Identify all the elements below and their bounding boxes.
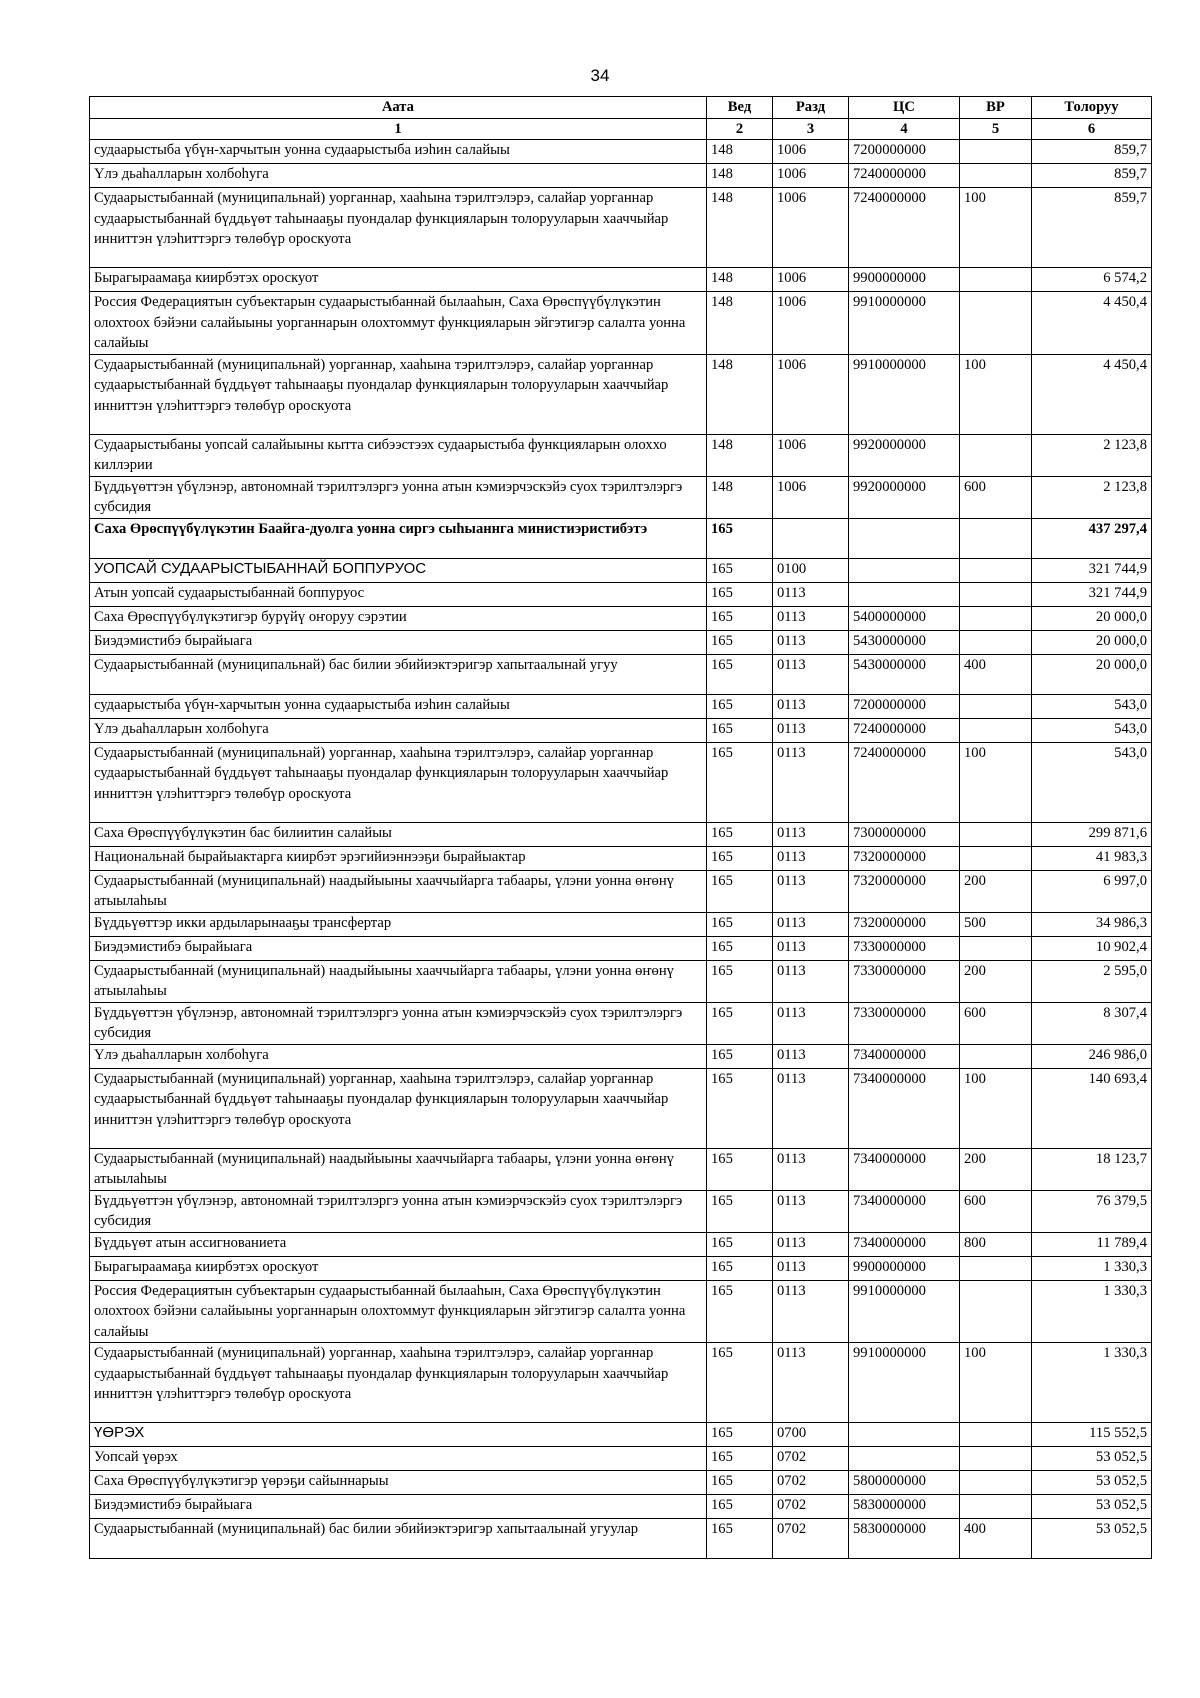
row-cs-cell: 9920000000: [849, 434, 960, 476]
row-name-cell: Судаарыстыбаннай (муниципальнай) уорганнар, хааһына тэрилтэлэрэ, салайар уорганнар судаарыстыбаннай бүддьүөт таһынааҕы пуондалар функцияларын толорууларын хааччыйар инниттэн үлэһиттэргэ төлөбүр ороскуота: [90, 188, 707, 268]
row-ved-cell: 165: [707, 1495, 773, 1519]
row-amount-cell: 1 330,3: [1032, 1343, 1152, 1423]
row-cs-cell: [849, 582, 960, 606]
row-ved-cell: 165: [707, 1447, 773, 1471]
table-row: [90, 1232, 1152, 1256]
row-razd-cell: 0702: [773, 1519, 849, 1559]
table-row: [90, 912, 1152, 936]
row-razd-cell: 0113: [773, 1044, 849, 1068]
row-razd-cell: 1006: [773, 434, 849, 476]
page-number: 34: [590, 66, 610, 85]
row-cs-cell: 5430000000: [849, 630, 960, 654]
row-amount-cell: 859,7: [1032, 164, 1152, 188]
table-row: [90, 606, 1152, 630]
row-vr-cell: 600: [960, 476, 1032, 518]
table-row: [90, 846, 1152, 870]
row-amount-cell: 41 983,3: [1032, 846, 1152, 870]
table-row: [90, 742, 1152, 822]
row-razd-cell: 1006: [773, 354, 849, 434]
row-razd-cell: 1006: [773, 292, 849, 355]
row-cs-cell: 9920000000: [849, 476, 960, 518]
row-amount-cell: 20 000,0: [1032, 630, 1152, 654]
row-ved-cell: 148: [707, 140, 773, 164]
row-vr-cell: 500: [960, 912, 1032, 936]
row-razd-cell: 0113: [773, 960, 849, 1002]
row-ved-cell: 165: [707, 822, 773, 846]
row-amount-cell: 53 052,5: [1032, 1519, 1152, 1559]
table-row: [90, 268, 1152, 292]
row-amount-cell: 76 379,5: [1032, 1190, 1152, 1232]
row-ved-cell: 148: [707, 164, 773, 188]
table-row: [90, 870, 1152, 912]
row-amount-cell: 246 986,0: [1032, 1044, 1152, 1068]
row-cs-cell: 5800000000: [849, 1471, 960, 1495]
table-row: [90, 960, 1152, 1002]
row-name-cell: Россия Федерациятын субъектарын судаарыстыбаннай былааһын, Саха Өрөспүүбүлүкэтин олохтоох бэйэни салайыыны уорганнарын олохтоммут функцияларын эйгэтигэр салалта уонна салайыы: [90, 292, 707, 355]
row-name-cell: Бырагыраамаҕа киирбэтэх ороскуот: [90, 268, 707, 292]
row-cs-cell: 9900000000: [849, 268, 960, 292]
row-cs-cell: 5400000000: [849, 606, 960, 630]
table-row: [90, 1190, 1152, 1232]
table-row: [90, 694, 1152, 718]
row-razd-cell: 1006: [773, 140, 849, 164]
row-razd-cell: 0113: [773, 630, 849, 654]
row-ved-cell: 165: [707, 1280, 773, 1343]
row-vr-cell: 200: [960, 1148, 1032, 1190]
row-vr-cell: 100: [960, 354, 1032, 434]
row-cs-cell: [849, 518, 960, 558]
row-razd-cell: 0113: [773, 1280, 849, 1343]
row-cs-cell: 7340000000: [849, 1068, 960, 1148]
row-vr-cell: [960, 718, 1032, 742]
table-row: [90, 1447, 1152, 1471]
row-amount-cell: 53 052,5: [1032, 1447, 1152, 1471]
row-amount-cell: 20 000,0: [1032, 606, 1152, 630]
row-cs-cell: 9900000000: [849, 1256, 960, 1280]
row-name-cell: Бырагыраамаҕа киирбэтэх ороскуот: [90, 1256, 707, 1280]
row-ved-cell: 165: [707, 1044, 773, 1068]
budget-table: [89, 96, 1152, 1559]
row-amount-cell: 299 871,6: [1032, 822, 1152, 846]
row-cs-cell: 9910000000: [849, 1280, 960, 1343]
row-amount-cell: 543,0: [1032, 742, 1152, 822]
row-razd-cell: 0113: [773, 1190, 849, 1232]
column-number: 1: [90, 118, 707, 140]
row-vr-cell: 200: [960, 870, 1032, 912]
column-header-ved: Вед: [707, 97, 773, 119]
row-razd-cell: 0113: [773, 846, 849, 870]
row-cs-cell: 7320000000: [849, 870, 960, 912]
row-cs-cell: [849, 558, 960, 582]
row-amount-cell: 6 574,2: [1032, 268, 1152, 292]
row-cs-cell: 7340000000: [849, 1044, 960, 1068]
row-vr-cell: [960, 582, 1032, 606]
row-ved-cell: 165: [707, 1190, 773, 1232]
row-ved-cell: 165: [707, 1343, 773, 1423]
row-name-cell: Национальнай бырайыактарга киирбэт эрэгийиэннээҕи бырайыактар: [90, 846, 707, 870]
row-name-cell: Үлэ дьаһалларын холбоһуга: [90, 164, 707, 188]
row-amount-cell: 18 123,7: [1032, 1148, 1152, 1190]
row-name-cell: Бүддьүөттэн үбүлэнэр, автономнай тэрилтэлэргэ уонна атын кэмиэрчэскэйэ суох тэрилтэлэргэ субсидия: [90, 1190, 707, 1232]
row-vr-cell: [960, 268, 1032, 292]
row-amount-cell: 6 997,0: [1032, 870, 1152, 912]
table-row: [90, 558, 1152, 582]
row-vr-cell: [960, 1423, 1032, 1447]
row-amount-cell: 53 052,5: [1032, 1471, 1152, 1495]
row-vr-cell: 100: [960, 742, 1032, 822]
row-cs-cell: [849, 1447, 960, 1471]
row-ved-cell: 165: [707, 1471, 773, 1495]
row-ved-cell: 165: [707, 960, 773, 1002]
row-vr-cell: 400: [960, 1519, 1032, 1559]
table-row: [90, 1495, 1152, 1519]
column-number: 3: [773, 118, 849, 140]
row-vr-cell: 400: [960, 654, 1032, 694]
row-cs-cell: 7340000000: [849, 1190, 960, 1232]
row-vr-cell: [960, 1044, 1032, 1068]
row-name-cell: Россия Федерациятын субъектарын судаарыстыбаннай былааһын, Саха Өрөспүүбүлүкэтин олохтоох бэйэни салайыыны уорганнарын олохтоммут функцияларын эйгэтигэр салалта уонна салайыы: [90, 1280, 707, 1343]
table-row: [90, 1280, 1152, 1343]
row-amount-cell: 20 000,0: [1032, 654, 1152, 694]
column-number: 6: [1032, 118, 1152, 140]
row-name-cell: Судаарыстыбаннай (муниципальнай) уорганнар, хааһына тэрилтэлэрэ, салайар уорганнар судаарыстыбаннай бүддьүөт таһынааҕы пуондалар функцияларын толорууларын хааччыйар инниттэн үлэһиттэргэ төлөбүр ороскуота: [90, 354, 707, 434]
table-row: [90, 582, 1152, 606]
row-amount-cell: 321 744,9: [1032, 558, 1152, 582]
row-amount-cell: 4 450,4: [1032, 292, 1152, 355]
column-header-amount: Толоруу: [1032, 97, 1152, 119]
row-name-cell: Судаарыстыбаннай (муниципальнай) наадыйыыны хааччыйарга табаары, үлэни уонна өҥөнү атыылаһыы: [90, 960, 707, 1002]
row-amount-cell: 543,0: [1032, 694, 1152, 718]
row-vr-cell: [960, 822, 1032, 846]
row-ved-cell: 165: [707, 846, 773, 870]
column-header-vr: ВР: [960, 97, 1032, 119]
row-name-cell: Бүддьүөт атын ассигнованиета: [90, 1232, 707, 1256]
row-razd-cell: 0113: [773, 1256, 849, 1280]
row-amount-cell: 2 123,8: [1032, 434, 1152, 476]
row-razd-cell: 0702: [773, 1495, 849, 1519]
row-ved-cell: 165: [707, 870, 773, 912]
row-name-cell: Судаарыстыбаны уопсай салайыыны кытта сибээстээх судаарыстыба функцияларын олоххо киллэрии: [90, 434, 707, 476]
row-razd-cell: 0113: [773, 654, 849, 694]
row-razd-cell: 0113: [773, 1343, 849, 1423]
row-cs-cell: 7330000000: [849, 960, 960, 1002]
column-number-row: [90, 118, 1152, 140]
column-header-cs: ЦС: [849, 97, 960, 119]
row-ved-cell: 165: [707, 1002, 773, 1044]
row-name-cell: Саха Өрөспүүбүлүкэтигэр бурүйү оҥоруу сэрэтии: [90, 606, 707, 630]
row-ved-cell: 148: [707, 354, 773, 434]
row-ved-cell: 165: [707, 1519, 773, 1559]
table-row: [90, 1068, 1152, 1148]
row-razd-cell: 0100: [773, 558, 849, 582]
row-razd-cell: 0113: [773, 912, 849, 936]
row-amount-cell: 859,7: [1032, 140, 1152, 164]
table-row: [90, 1519, 1152, 1559]
row-vr-cell: [960, 1280, 1032, 1343]
row-cs-cell: 7240000000: [849, 188, 960, 268]
row-amount-cell: 437 297,4: [1032, 518, 1152, 558]
row-ved-cell: 165: [707, 718, 773, 742]
row-cs-cell: 9910000000: [849, 1343, 960, 1423]
row-name-cell: Судаарыстыбаннай (муниципальнай) уорганнар, хааһына тэрилтэлэрэ, салайар уорганнар судаарыстыбаннай бүддьүөт таһынааҕы пуондалар функцияларын толорууларын хааччыйар инниттэн үлэһиттэргэ төлөбүр ороскуота: [90, 1343, 707, 1423]
row-name-cell: Саха Өрөспүүбүлүкэтин бас билиитин салайыы: [90, 822, 707, 846]
row-cs-cell: 9910000000: [849, 292, 960, 355]
row-razd-cell: 0113: [773, 694, 849, 718]
row-cs-cell: 7200000000: [849, 694, 960, 718]
row-vr-cell: [960, 140, 1032, 164]
row-vr-cell: [960, 164, 1032, 188]
row-razd-cell: 1006: [773, 188, 849, 268]
row-cs-cell: 7200000000: [849, 140, 960, 164]
row-cs-cell: 7240000000: [849, 718, 960, 742]
row-razd-cell: 0113: [773, 582, 849, 606]
row-ved-cell: 165: [707, 912, 773, 936]
row-name-cell: Судаарыстыбаннай (муниципальнай) уорганнар, хааһына тэрилтэлэрэ, салайар уорганнар судаарыстыбаннай бүддьүөт таһынааҕы пуондалар функцияларын толорууларын хааччыйар инниттэн үлэһиттэргэ төлөбүр ороскуота: [90, 742, 707, 822]
row-name-cell: Судаарыстыбаннай (муниципальнай) бас билии эбийиэктэригэр хапытаалынай угуулар: [90, 1519, 707, 1559]
table-row: [90, 476, 1152, 518]
row-cs-cell: 5430000000: [849, 654, 960, 694]
row-name-cell: Судаарыстыбаннай (муниципальнай) бас билии эбийиэктэригэр хапытаалынай угуу: [90, 654, 707, 694]
row-ved-cell: 165: [707, 630, 773, 654]
row-cs-cell: 7340000000: [849, 1148, 960, 1190]
row-name-cell: Биэдэмистибэ бырайыага: [90, 936, 707, 960]
row-name-cell: Саха Өрөспүүбүлүкэтин Баайга-дуолга уонна сиргэ сыһыаннга министиэристибэтэ: [90, 518, 707, 558]
row-razd-cell: 0113: [773, 822, 849, 846]
row-amount-cell: 1 330,3: [1032, 1256, 1152, 1280]
row-amount-cell: 859,7: [1032, 188, 1152, 268]
row-razd-cell: 0113: [773, 936, 849, 960]
row-amount-cell: 115 552,5: [1032, 1423, 1152, 1447]
row-vr-cell: [960, 630, 1032, 654]
column-header-razd: Разд: [773, 97, 849, 119]
table-row: [90, 292, 1152, 355]
row-name-cell: Бүддьүөттэн үбүлэнэр, автономнай тэрилтэлэргэ уонна атын кэмиэрчэскэйэ суох тэрилтэлэргэ субсидия: [90, 476, 707, 518]
table-row: [90, 188, 1152, 268]
row-razd-cell: 0113: [773, 606, 849, 630]
row-razd-cell: 1006: [773, 164, 849, 188]
row-vr-cell: 100: [960, 188, 1032, 268]
row-vr-cell: 100: [960, 1068, 1032, 1148]
row-name-cell: Атын уопсай судаарыстыбаннай боппуруос: [90, 582, 707, 606]
row-ved-cell: 165: [707, 694, 773, 718]
row-vr-cell: [960, 1471, 1032, 1495]
row-vr-cell: 100: [960, 1343, 1032, 1423]
row-amount-cell: 10 902,4: [1032, 936, 1152, 960]
row-ved-cell: 165: [707, 936, 773, 960]
row-cs-cell: [849, 1423, 960, 1447]
row-cs-cell: 7330000000: [849, 936, 960, 960]
row-name-cell: ҮӨРЭХ: [90, 1423, 707, 1447]
row-name-cell: Саха Өрөспүүбүлүкэтигэр үөрэҕи сайыннарыы: [90, 1471, 707, 1495]
row-razd-cell: 0113: [773, 870, 849, 912]
row-amount-cell: 1 330,3: [1032, 1280, 1152, 1343]
row-razd-cell: 0113: [773, 1148, 849, 1190]
row-razd-cell: [773, 518, 849, 558]
row-vr-cell: [960, 936, 1032, 960]
row-name-cell: Уопсай үөрэх: [90, 1447, 707, 1471]
row-ved-cell: 165: [707, 654, 773, 694]
table-row: [90, 822, 1152, 846]
row-razd-cell: 0700: [773, 1423, 849, 1447]
row-ved-cell: 165: [707, 606, 773, 630]
table-row: [90, 354, 1152, 434]
row-razd-cell: 0113: [773, 1232, 849, 1256]
row-vr-cell: [960, 846, 1032, 870]
row-ved-cell: 148: [707, 292, 773, 355]
row-vr-cell: [960, 1495, 1032, 1519]
row-amount-cell: 2 123,8: [1032, 476, 1152, 518]
row-amount-cell: 321 744,9: [1032, 582, 1152, 606]
row-ved-cell: 165: [707, 1148, 773, 1190]
row-ved-cell: 165: [707, 1068, 773, 1148]
table-row: [90, 518, 1152, 558]
row-name-cell: Бүддьүөттэр икки ардыларынааҕы трансфертар: [90, 912, 707, 936]
row-vr-cell: [960, 518, 1032, 558]
header-row: [90, 97, 1152, 119]
table-row: [90, 630, 1152, 654]
table-row: [90, 1423, 1152, 1447]
row-cs-cell: 7340000000: [849, 1232, 960, 1256]
row-ved-cell: 165: [707, 742, 773, 822]
table-row: [90, 1471, 1152, 1495]
row-vr-cell: [960, 292, 1032, 355]
row-name-cell: УОПСАЙ СУДААРЫСТЫБАННАЙ БОППУРУОС: [90, 558, 707, 582]
row-amount-cell: 140 693,4: [1032, 1068, 1152, 1148]
row-amount-cell: 53 052,5: [1032, 1495, 1152, 1519]
row-name-cell: Биэдэмистибэ бырайыага: [90, 630, 707, 654]
row-cs-cell: 7300000000: [849, 822, 960, 846]
row-razd-cell: 0702: [773, 1447, 849, 1471]
row-amount-cell: 2 595,0: [1032, 960, 1152, 1002]
row-razd-cell: 0113: [773, 1002, 849, 1044]
row-vr-cell: [960, 1447, 1032, 1471]
row-ved-cell: 148: [707, 268, 773, 292]
row-cs-cell: 7240000000: [849, 164, 960, 188]
row-ved-cell: 165: [707, 1256, 773, 1280]
row-amount-cell: 543,0: [1032, 718, 1152, 742]
row-cs-cell: 5830000000: [849, 1519, 960, 1559]
row-cs-cell: 7240000000: [849, 742, 960, 822]
row-name-cell: судаарыстыба үбүн-харчытын уонна судаарыстыба иэһин салайыы: [90, 140, 707, 164]
row-vr-cell: 600: [960, 1190, 1032, 1232]
row-vr-cell: [960, 1256, 1032, 1280]
row-ved-cell: 165: [707, 582, 773, 606]
table-body: [90, 140, 1152, 1559]
row-amount-cell: 8 307,4: [1032, 1002, 1152, 1044]
row-amount-cell: 11 789,4: [1032, 1232, 1152, 1256]
column-number: 5: [960, 118, 1032, 140]
row-cs-cell: 9910000000: [849, 354, 960, 434]
row-vr-cell: 200: [960, 960, 1032, 1002]
row-name-cell: Судаарыстыбаннай (муниципальнай) наадыйыыны хааччыйарга табаары, үлэни уонна өҥөнү атыылаһыы: [90, 870, 707, 912]
table-row: [90, 1256, 1152, 1280]
column-header-name: Аата: [90, 97, 707, 119]
row-cs-cell: 7330000000: [849, 1002, 960, 1044]
row-name-cell: Үлэ дьаһалларын холбоһуга: [90, 1044, 707, 1068]
row-cs-cell: 5830000000: [849, 1495, 960, 1519]
row-vr-cell: [960, 694, 1032, 718]
row-cs-cell: 7320000000: [849, 846, 960, 870]
row-vr-cell: 800: [960, 1232, 1032, 1256]
table-row: [90, 1002, 1152, 1044]
row-vr-cell: [960, 434, 1032, 476]
row-razd-cell: 0702: [773, 1471, 849, 1495]
row-name-cell: Судаарыстыбаннай (муниципальнай) наадыйыыны хааччыйарга табаары, үлэни уонна өҥөнү атыылаһыы: [90, 1148, 707, 1190]
row-razd-cell: 1006: [773, 476, 849, 518]
table-row: [90, 1343, 1152, 1423]
row-vr-cell: 600: [960, 1002, 1032, 1044]
row-razd-cell: 0113: [773, 1068, 849, 1148]
table-row: [90, 434, 1152, 476]
row-ved-cell: 165: [707, 518, 773, 558]
row-ved-cell: 148: [707, 434, 773, 476]
table-row: [90, 164, 1152, 188]
table-row: [90, 140, 1152, 164]
row-name-cell: Биэдэмистибэ бырайыага: [90, 1495, 707, 1519]
table-row: [90, 1044, 1152, 1068]
table-row: [90, 654, 1152, 694]
row-ved-cell: 165: [707, 1232, 773, 1256]
row-amount-cell: 4 450,4: [1032, 354, 1152, 434]
row-ved-cell: 148: [707, 476, 773, 518]
row-name-cell: судаарыстыба үбүн-харчытын уонна судаарыстыба иэһин салайыы: [90, 694, 707, 718]
row-cs-cell: 7320000000: [849, 912, 960, 936]
table-row: [90, 718, 1152, 742]
table-row: [90, 936, 1152, 960]
row-ved-cell: 148: [707, 188, 773, 268]
row-vr-cell: [960, 558, 1032, 582]
row-name-cell: Бүддьүөттэн үбүлэнэр, автономнай тэрилтэлэргэ уонна атын кэмиэрчэскэйэ суох тэрилтэлэргэ субсидия: [90, 1002, 707, 1044]
row-razd-cell: 1006: [773, 268, 849, 292]
column-number: 4: [849, 118, 960, 140]
row-amount-cell: 34 986,3: [1032, 912, 1152, 936]
row-razd-cell: 0113: [773, 718, 849, 742]
row-razd-cell: 0113: [773, 742, 849, 822]
row-vr-cell: [960, 606, 1032, 630]
column-number: 2: [707, 118, 773, 140]
row-ved-cell: 165: [707, 1423, 773, 1447]
row-ved-cell: 165: [707, 558, 773, 582]
row-name-cell: Судаарыстыбаннай (муниципальнай) уорганнар, хааһына тэрилтэлэрэ, салайар уорганнар судаарыстыбаннай бүддьүөт таһынааҕы пуондалар функцияларын толорууларын хааччыйар инниттэн үлэһиттэргэ төлөбүр ороскуота: [90, 1068, 707, 1148]
table-row: [90, 1148, 1152, 1190]
row-name-cell: Үлэ дьаһалларын холбоһуга: [90, 718, 707, 742]
